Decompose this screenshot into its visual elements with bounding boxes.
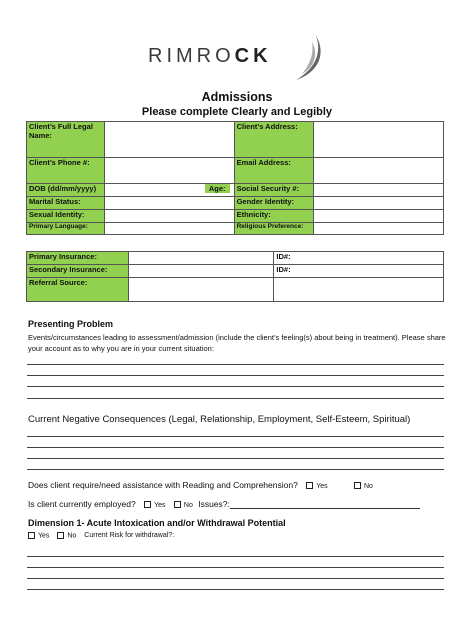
age-label: Age: <box>205 184 230 193</box>
primary-insurance-label: Primary Insurance: <box>27 252 129 265</box>
logo-swoosh-icon <box>290 34 330 84</box>
answer-line[interactable] <box>27 364 444 365</box>
primary-id-field[interactable]: ID#: <box>274 252 444 265</box>
referral-field[interactable] <box>128 278 274 302</box>
email-field[interactable] <box>314 158 444 184</box>
reading-yes-checkbox[interactable] <box>306 482 313 489</box>
ssn-field[interactable] <box>314 184 444 197</box>
reading-yes-label: Yes <box>316 483 328 490</box>
withdrawal-risk-label: Current Risk for withdrawal?: <box>84 532 175 540</box>
referral-label: Referral Source: <box>27 278 129 302</box>
issues-label: Issues?: <box>198 499 230 509</box>
gender-label: Gender Identity: <box>234 197 314 210</box>
answer-line[interactable] <box>27 556 444 557</box>
sexual-label: Sexual Identity: <box>27 210 105 223</box>
consequences-title: Current Negative Consequences (Legal, Relationship, Employment, Self-Esteem, Spiritual) <box>28 414 411 425</box>
name-field[interactable] <box>104 122 234 158</box>
employed-question: Is client currently employed? <box>28 499 136 509</box>
answer-line[interactable] <box>27 436 444 437</box>
religious-label: Religious Preference: <box>234 223 314 235</box>
secondary-insurance-field[interactable] <box>128 265 274 278</box>
answer-line[interactable] <box>27 375 444 376</box>
employed-no-label: No <box>183 502 193 509</box>
language-label: Primary Language: <box>27 223 105 235</box>
answer-line[interactable] <box>27 447 444 448</box>
answer-line[interactable] <box>27 469 444 470</box>
dob-field[interactable] <box>104 184 234 197</box>
answer-line[interactable] <box>27 589 444 590</box>
employed-yes-label: Yes <box>154 502 166 509</box>
answer-line[interactable] <box>27 398 444 399</box>
dimension1-yes-label: Yes <box>38 532 50 540</box>
presenting-problem-text: Events/circumstances leading to assessment/admission (include the client’s feeling(s) about being in treatment). Please share your account as to why you are in your current situation: <box>28 333 446 353</box>
reading-question-row <box>28 480 373 490</box>
secondary-id-field[interactable]: ID#: <box>274 265 444 278</box>
referral-extra-field[interactable] <box>274 278 444 302</box>
dimension1-yes-checkbox[interactable] <box>28 532 35 539</box>
rimrock-logo <box>148 34 338 82</box>
reading-question: Does client require/need assistance with Reading and Comprehension? <box>28 480 298 490</box>
employed-yes-checkbox[interactable] <box>144 501 151 508</box>
answer-line[interactable] <box>27 567 444 568</box>
employed-no-checkbox[interactable] <box>174 501 181 508</box>
secondary-insurance-label: Secondary Insurance: <box>27 265 129 278</box>
dimension1-options-row <box>28 532 174 539</box>
answer-line[interactable] <box>27 386 444 387</box>
insurance-table <box>26 251 444 302</box>
email-label: Email Address: <box>234 158 314 184</box>
phone-field[interactable] <box>104 158 234 184</box>
religious-field[interactable] <box>314 223 444 235</box>
ethnicity-label: Ethnicity: <box>234 210 314 223</box>
answer-line[interactable] <box>27 578 444 579</box>
dimension1-title: Dimension 1- Acute Intoxication and/or Withdrawal Potential <box>28 518 286 528</box>
answer-line[interactable] <box>27 458 444 459</box>
address-field[interactable] <box>314 122 444 158</box>
name-label: Client’s Full Legal Name: <box>27 122 105 158</box>
dimension1-no-label: No <box>67 532 77 540</box>
employed-question-row <box>28 499 420 509</box>
ethnicity-field[interactable] <box>314 210 444 223</box>
dimension1-no-checkbox[interactable] <box>57 532 64 539</box>
issues-field[interactable] <box>230 500 420 509</box>
presenting-problem-title: Presenting Problem <box>28 319 114 329</box>
marital-field[interactable] <box>104 197 234 210</box>
marital-label: Marital Status: <box>27 197 105 210</box>
address-label: Client’s Address: <box>234 122 314 158</box>
primary-insurance-field[interactable] <box>128 252 274 265</box>
client-info-table <box>26 121 444 235</box>
phone-label: Client’s Phone #: <box>27 158 105 184</box>
dob-label: DOB (dd/mm/yyyy) <box>27 184 105 197</box>
reading-no-label: No <box>363 483 373 490</box>
language-field[interactable] <box>104 223 234 235</box>
sexual-field[interactable] <box>104 210 234 223</box>
page-subtitle: Please complete Clearly and Legibly <box>141 106 333 118</box>
reading-no-checkbox[interactable] <box>354 482 361 489</box>
ssn-label: Social Security #: <box>234 184 314 197</box>
logo-text: RIMROCK <box>148 45 272 67</box>
gender-field[interactable] <box>314 197 444 210</box>
page-title: Admissions <box>201 90 273 104</box>
